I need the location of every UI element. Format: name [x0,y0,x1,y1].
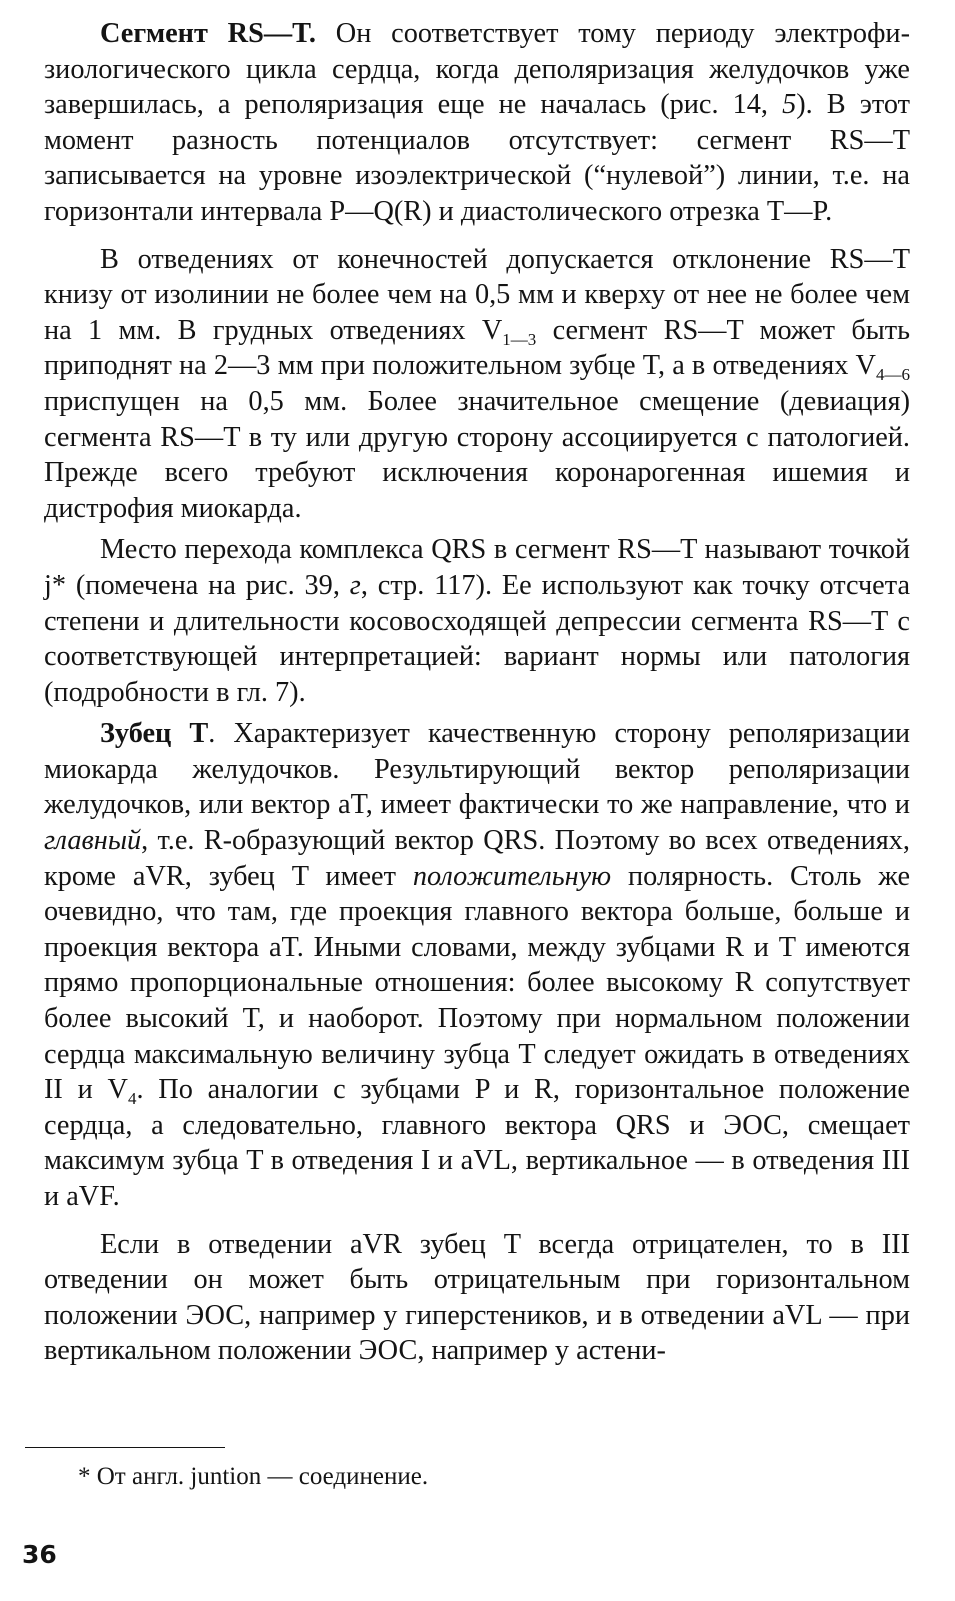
footnote-divider [25,1447,225,1448]
paragraph-text: Если в отведении aVR зубец T всегда отрицателен, то в III отведении он может быть отрицательным при горизонтальном положении ЭОС, например у гиперстеников, и в отведении aVL — при вертикальном положении ЭОС, например у астени- [44,1228,910,1367]
paragraph-rs-t-segment [44,16,910,230]
paragraph-text: сегмент RS—T может быть приподнят на 2—3 мм при положительном зубце T, а в отведениях V [44,314,910,382]
paragraph-text: . По аналогии с зубцами P и R, горизонтальное положение сердца, а следовательно, главного вектора QRS и ЭОС, смещает максимум зубца T в отведения I и aVL, вертикальное — в отведения III и aVF. [44,1074,910,1212]
paragraph-text: полярность. Столь же очевидно, что там, где проекция главного вектора больше, больше и проекция вектора aT. Иными словами, между зубцами R и T имеются прямо пропорциональные отношения: более высокому R сопутствует более высокий T, и наоборот. Поэтому при нормальном положении сердца максимальную величину зубца T следует ожидать в отведениях II и V [44,860,910,1106]
page-number: 36 [22,1540,57,1569]
paragraph-avr-negative [44,1227,910,1369]
paragraph-text: ). В этот момент разность потенциалов отсутствует: сегмент RS—T записывается на уровне изоэлектрической (“нулевой”) линии, т.е. на горизонтали интервала P—Q(R) и диастолического отрезка T—P. [44,89,910,227]
emphasis-italic: главный [44,825,142,857]
paragraph-text: В отведениях от конечностей допускается отклонение RS—T книзу от изолинии не более чем на 0,5 мм и кверху от нее не более чем на 1 мм. В грудных отведениях V [44,243,910,346]
paragraph-text: Место перехода комплекса QRS в сегмент RS—T называют точкой j* (помечена на рис. 39, [44,534,910,601]
emphasis-italic: положительную [412,860,612,892]
paragraph-t-wave [44,716,910,1214]
page-body [44,16,910,1369]
figure-ref-italic: 5 [782,89,797,121]
paragraph-text: , стр. 117). Ее используют как точку отсчета степени и длительности косовосходящей депрессии сегмента RS—T с соответствующей интерпретацией: вариант нормы или патология (подробности в гл. 7). [44,569,911,708]
figure-ref-italic: г [349,569,361,601]
section-lead-t-wave: Зубец T [100,718,209,750]
paragraph-text: . Характеризует качественную сторону реполяризации миокарда желудочков. Результирующий вектор реполяризации желудочков, или вектор aT, имеет фактически то же направление, что и [44,718,910,821]
subscript-lead-number: 4 [127,1089,137,1109]
paragraph-deviation-limits [44,242,910,527]
subscript-lead-range: 4—6 [876,365,910,385]
paragraph-text: приспущен на 0,5 мм. Более значительное смещение (девиация) сегмента RS—T в ту или другую сторону ассоциируется с патологией. Прежде всего требуют исключения коронарогенная ишемия и дистрофия миокарда. [44,385,910,524]
footnote: * От англ. juntion — соединение. [78,1463,429,1490]
paragraph-j-point [44,532,910,710]
section-lead-rs-t: Сегмент RS—T. [100,18,316,49]
subscript-lead-range: 1—3 [502,329,537,349]
paragraph-text: , т.е. R-образующий вектор QRS. Поэтому во всех отведениях, кроме aVR, зубец T имеет [44,825,910,892]
paragraph-text: Он соответствует тому периоду электрофизиологического цикла сердца, когда деполяризация желудочков уже завершилась, а реполяризация еще не началась (рис. 14, [44,18,910,121]
